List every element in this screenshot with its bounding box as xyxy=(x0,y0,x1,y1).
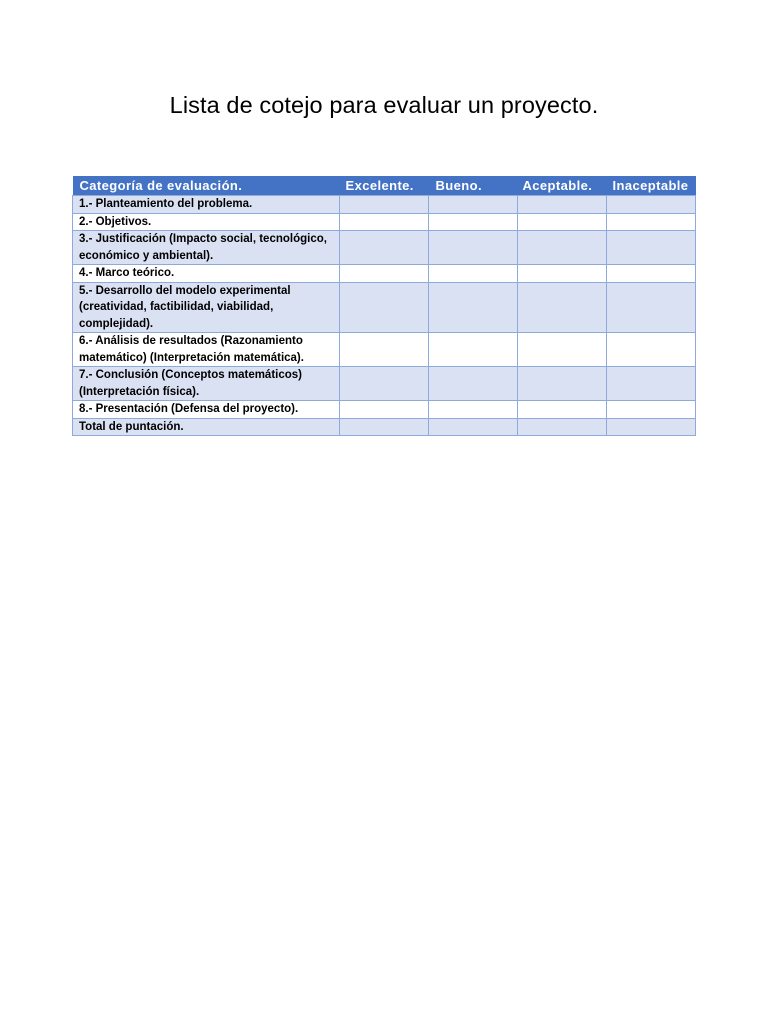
score-cell-inaceptable xyxy=(607,401,696,419)
score-cell-aceptable xyxy=(518,401,607,419)
page-title: Lista de cotejo para evaluar un proyecto. xyxy=(169,92,599,118)
score-cell-bueno xyxy=(429,401,518,419)
table-row xyxy=(73,231,696,265)
score-cell-aceptable xyxy=(518,418,607,436)
table-row xyxy=(73,333,696,367)
score-cell-excelente xyxy=(340,418,429,436)
score-cell-excelente xyxy=(340,196,429,214)
row-label: 6.- Análisis de resultados (Razonamiento matemático) (Interpretación matemática). xyxy=(73,333,340,367)
table-row xyxy=(73,282,696,333)
score-cell-bueno xyxy=(429,231,518,265)
score-cell-aceptable xyxy=(518,333,607,367)
score-cell-excelente xyxy=(340,265,429,283)
evaluation-checklist-table xyxy=(72,176,696,436)
score-cell-excelente xyxy=(340,401,429,419)
total-label: Total de puntación. xyxy=(73,418,340,436)
score-cell-excelente xyxy=(340,333,429,367)
row-label: 7.- Conclusión (Conceptos matemáticos) (Interpretación física). xyxy=(73,367,340,401)
score-cell-aceptable xyxy=(518,282,607,333)
score-cell-inaceptable xyxy=(607,282,696,333)
row-label: 5.- Desarrollo del modelo experimental (creatividad, factibilidad, viabilidad, complejidad). xyxy=(73,282,340,333)
score-cell-bueno xyxy=(429,265,518,283)
score-cell-bueno xyxy=(429,196,518,214)
score-cell-excelente xyxy=(340,282,429,333)
header-inaceptable: Inaceptable xyxy=(607,176,696,196)
row-label: 3.- Justificación (Impacto social, tecnológico, económico y ambiental). xyxy=(73,231,340,265)
score-cell-bueno xyxy=(429,333,518,367)
score-cell-bueno xyxy=(429,367,518,401)
header-category: Categoría de evaluación. xyxy=(73,176,340,196)
score-cell-inaceptable xyxy=(607,367,696,401)
score-cell-inaceptable xyxy=(607,418,696,436)
evaluation-table-container xyxy=(72,176,695,436)
score-cell-inaceptable xyxy=(607,231,696,265)
table-row xyxy=(73,196,696,214)
score-cell-aceptable xyxy=(518,231,607,265)
score-cell-aceptable xyxy=(518,213,607,231)
score-cell-bueno xyxy=(429,418,518,436)
score-cell-inaceptable xyxy=(607,213,696,231)
header-bueno: Bueno. xyxy=(429,176,518,196)
row-label: 1.- Planteamiento del problema. xyxy=(73,196,340,214)
score-cell-bueno xyxy=(429,282,518,333)
table-row xyxy=(73,213,696,231)
table-row xyxy=(73,401,696,419)
header-excelente: Excelente. xyxy=(340,176,429,196)
score-cell-inaceptable xyxy=(607,333,696,367)
score-cell-aceptable xyxy=(518,265,607,283)
row-label: 2.- Objetivos. xyxy=(73,213,340,231)
score-cell-excelente xyxy=(340,367,429,401)
table-row xyxy=(73,367,696,401)
header-aceptable: Aceptable. xyxy=(518,176,607,196)
table-row-total xyxy=(73,418,696,436)
row-label: 4.- Marco teórico. xyxy=(73,265,340,283)
score-cell-bueno xyxy=(429,213,518,231)
score-cell-excelente xyxy=(340,213,429,231)
table-header-row xyxy=(73,176,696,196)
score-cell-inaceptable xyxy=(607,196,696,214)
score-cell-excelente xyxy=(340,231,429,265)
score-cell-inaceptable xyxy=(607,265,696,283)
row-label: 8.- Presentación (Defensa del proyecto). xyxy=(73,401,340,419)
score-cell-aceptable xyxy=(518,367,607,401)
score-cell-aceptable xyxy=(518,196,607,214)
table-row xyxy=(73,265,696,283)
